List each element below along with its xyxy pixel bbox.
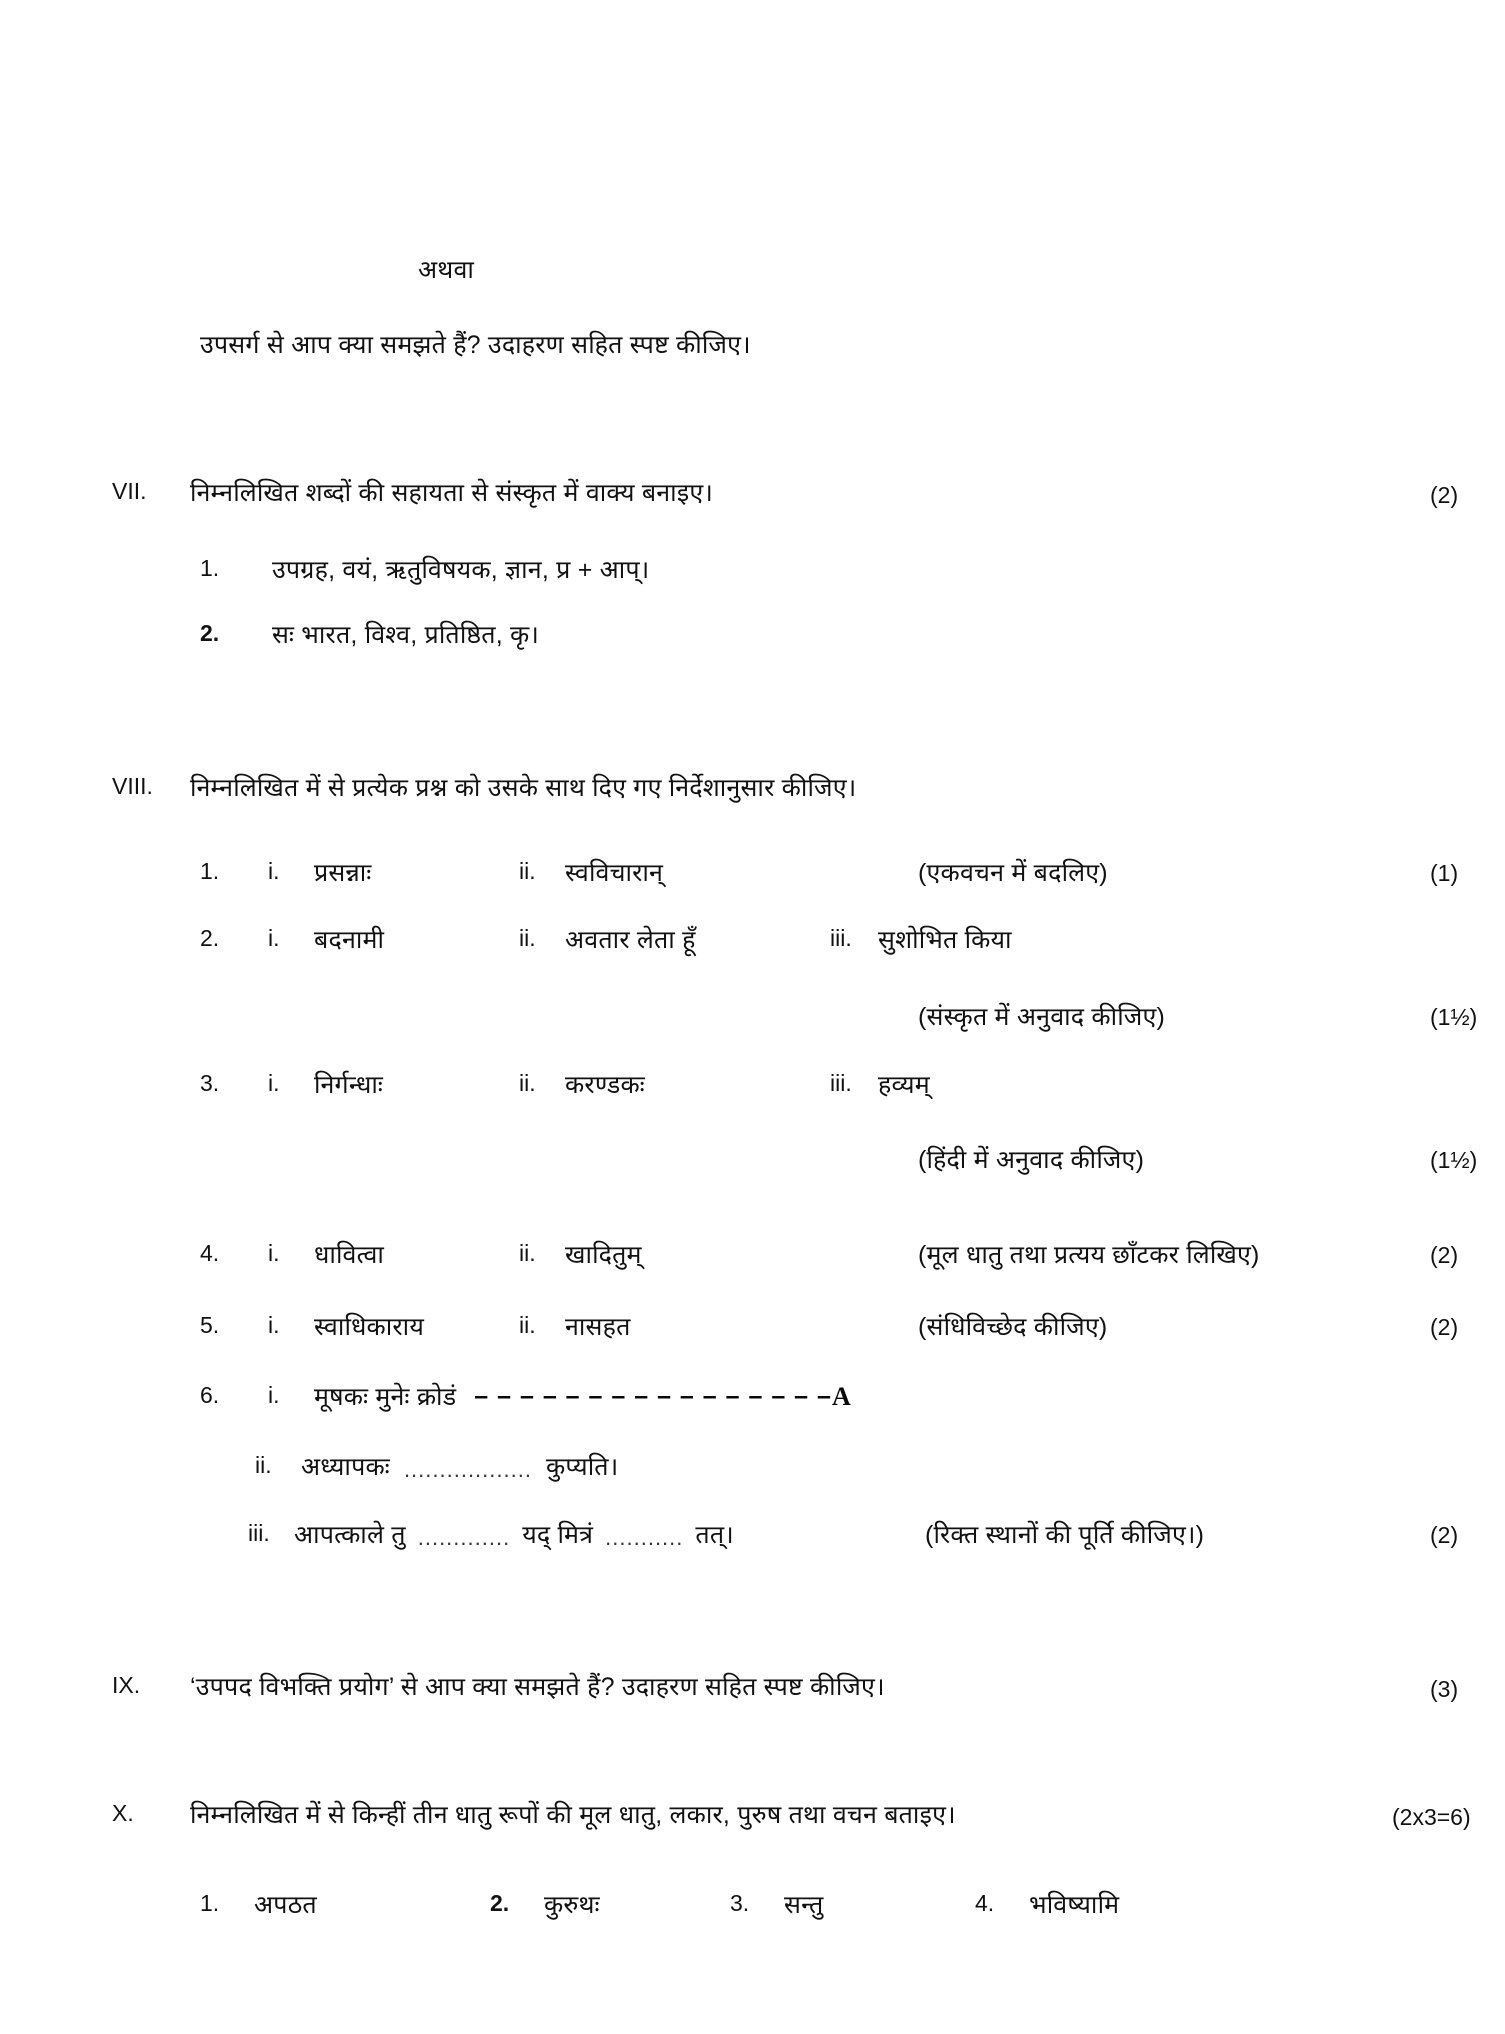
viii-row-1-marks: (1) xyxy=(1430,860,1459,886)
sub-label-i: i. xyxy=(268,1382,280,1408)
sub-label-iii: iii. xyxy=(248,1520,270,1546)
x-answer-number: 4. xyxy=(975,1890,995,1916)
sub-label-ii: ii. xyxy=(519,1240,536,1266)
sub-label-i: i. xyxy=(268,1070,280,1096)
row6-i-answer-marker: A xyxy=(831,1382,851,1411)
x-answer-4 xyxy=(975,1890,1119,1921)
item-number: 1. xyxy=(200,555,220,581)
row-number: 3. xyxy=(200,1070,220,1096)
viii-row-1-instruction: (एकवचन में बदलिए) xyxy=(918,859,1108,887)
row-number: 5. xyxy=(200,1312,220,1338)
viii-row-3 xyxy=(200,1070,930,1101)
viii-row-6-instruction: (रिक्त स्थानों की पूर्ति कीजिए।) xyxy=(925,1521,1205,1549)
alternative-label: अथवा xyxy=(418,256,475,284)
sub-text-i: स्वाधिकाराय xyxy=(314,1313,425,1341)
sub-label-i: i. xyxy=(268,1240,280,1266)
x-answer-number: 1. xyxy=(200,1890,220,1916)
row-number: 2. xyxy=(200,925,220,951)
sub-text-i: निर्गन्धाः xyxy=(314,1071,384,1099)
sub-text-ii: अवतार लेता हूँ xyxy=(565,926,696,954)
section-ix xyxy=(112,1672,885,1703)
section-ix-roman: IX. xyxy=(112,1672,141,1698)
sub-text-ii: खादितुम् xyxy=(565,1241,642,1269)
viii-row-5 xyxy=(200,1312,830,1343)
row6-iii-part-3: तत्। xyxy=(695,1521,734,1549)
row6-iii-part-2: यद् मित्रं xyxy=(522,1521,594,1549)
sub-label-iii: iii. xyxy=(830,1070,852,1096)
section-vii-marks: (2) xyxy=(1430,482,1459,508)
viii-row-3-marks: (1½) xyxy=(1430,1147,1478,1173)
viii-row-6-ii xyxy=(255,1452,618,1483)
viii-row-2-instruction: (संस्कृत में अनुवाद कीजिए) xyxy=(918,1003,1166,1031)
section-vii-item-1 xyxy=(200,555,649,586)
x-answer-3 xyxy=(730,1890,975,1921)
row6-iii-blank-1: ............. xyxy=(417,1525,511,1551)
sub-label-i: i. xyxy=(268,925,280,951)
viii-row-4-instruction: (मूल धातु तथा प्रत्यय छाँटकर लिखिए) xyxy=(918,1241,1260,1269)
sub-text-iii: सुशोभित किया xyxy=(878,926,1012,954)
viii-row-6-marks: (2) xyxy=(1430,1522,1459,1548)
sub-text-i: प्रसन्नाः xyxy=(314,859,372,887)
row-number: 6. xyxy=(200,1382,220,1408)
x-answer-text: कुरुथः xyxy=(544,1891,600,1919)
section-ix-marks: (3) xyxy=(1430,1676,1459,1702)
row6-i-text: मूषकः मुनेः क्रोडं xyxy=(314,1383,457,1411)
row6-ii-before-blank: अध्यापकः xyxy=(301,1453,390,1481)
viii-row-4 xyxy=(200,1240,830,1271)
item-text: सः भारत, विश्व, प्रतिष्ठित, कृ। xyxy=(272,621,540,649)
x-answer-text: सन्तु xyxy=(784,1891,824,1919)
viii-row-4-marks: (2) xyxy=(1430,1242,1459,1268)
section-x-prompt: निम्नलिखित में से किन्हीं तीन धातु रूपों की मूल धातु, लकार, पुरुष तथा वचन बताइए। xyxy=(190,1801,956,1829)
viii-row-6-i xyxy=(200,1382,851,1413)
item-text: उपग्रह, वयं, ऋतुविषयक, ज्ञान, प्र + आप्। xyxy=(272,556,650,584)
x-answer-text: भविष्यामि xyxy=(1029,1891,1120,1919)
viii-row-5-instruction: (संधिविच्छेद कीजिए) xyxy=(918,1313,1108,1341)
sub-text-i: धावित्वा xyxy=(314,1241,385,1269)
sub-label-i: i. xyxy=(268,858,280,884)
section-vii-roman: VII. xyxy=(112,478,147,504)
row6-iii-blank-2: ........... xyxy=(605,1525,684,1551)
sub-label-iii: iii. xyxy=(830,925,852,951)
row-number: 4. xyxy=(200,1240,220,1266)
x-answer-number: 2. xyxy=(490,1890,510,1916)
section-x-marks: (2x3=6) xyxy=(1392,1804,1471,1830)
section-vii-item-2 xyxy=(200,620,539,651)
sub-text-ii: करण्डकः xyxy=(565,1071,645,1099)
sub-text-i: बदनामी xyxy=(314,926,385,954)
row6-ii-after-blank: कुप्यति। xyxy=(545,1453,619,1481)
section-ix-prompt: ‘उपपद विभक्ति प्रयोग’ से आप क्या समझते हैं? उदाहरण सहित स्पष्ट कीजिए। xyxy=(190,1673,885,1701)
viii-row-6-iii xyxy=(248,1520,734,1551)
sub-text-iii: हव्यम् xyxy=(878,1071,930,1099)
sub-label-i: i. xyxy=(268,1312,280,1338)
sub-label-ii: ii. xyxy=(255,1452,272,1478)
x-answer-2 xyxy=(490,1890,730,1921)
sub-label-ii: ii. xyxy=(519,1070,536,1096)
alternative-question-text: उपसर्ग से आप क्या समझते हैं? उदाहरण सहित स्पष्ट कीजिए। xyxy=(200,331,751,359)
viii-row-2-marks: (1½) xyxy=(1430,1004,1478,1030)
x-answer-number: 3. xyxy=(730,1890,750,1916)
section-x xyxy=(112,1800,956,1831)
item-number: 2. xyxy=(200,620,220,646)
section-viii xyxy=(112,773,856,804)
section-viii-prompt: निम्नलिखित में से प्रत्येक प्रश्न को उसके साथ दिए गए निर्देशानुसार कीजिए। xyxy=(190,774,857,802)
section-vii-prompt: निम्नलिखित शब्दों की सहायता से संस्कृत में वाक्य बनाइए। xyxy=(190,479,714,507)
sub-text-ii: स्वविचारान् xyxy=(565,859,664,887)
section-x-answers xyxy=(200,1890,1119,1921)
sub-label-ii: ii. xyxy=(519,925,536,951)
section-viii-roman: VIII. xyxy=(112,773,153,799)
x-answer-1 xyxy=(200,1890,490,1921)
x-answer-text: अपठत xyxy=(254,1891,317,1919)
sub-text-ii: नासहत xyxy=(565,1313,631,1341)
section-vii xyxy=(112,478,713,509)
viii-row-5-marks: (2) xyxy=(1430,1314,1459,1340)
row6-ii-blank: .................. xyxy=(403,1457,532,1483)
viii-row-2 xyxy=(200,925,1012,956)
row6-i-dashed-blank: – – – – – – – – – – – – – – – – xyxy=(474,1382,832,1410)
row6-iii-part-1: आपत्काले तु xyxy=(294,1521,406,1549)
viii-row-3-instruction: (हिंदी में अनुवाद कीजिए) xyxy=(918,1146,1145,1174)
viii-row-1 xyxy=(200,858,830,889)
sub-label-ii: ii. xyxy=(519,1312,536,1338)
row-number: 1. xyxy=(200,858,220,884)
section-x-roman: X. xyxy=(112,1800,134,1826)
sub-label-ii: ii. xyxy=(519,858,536,884)
